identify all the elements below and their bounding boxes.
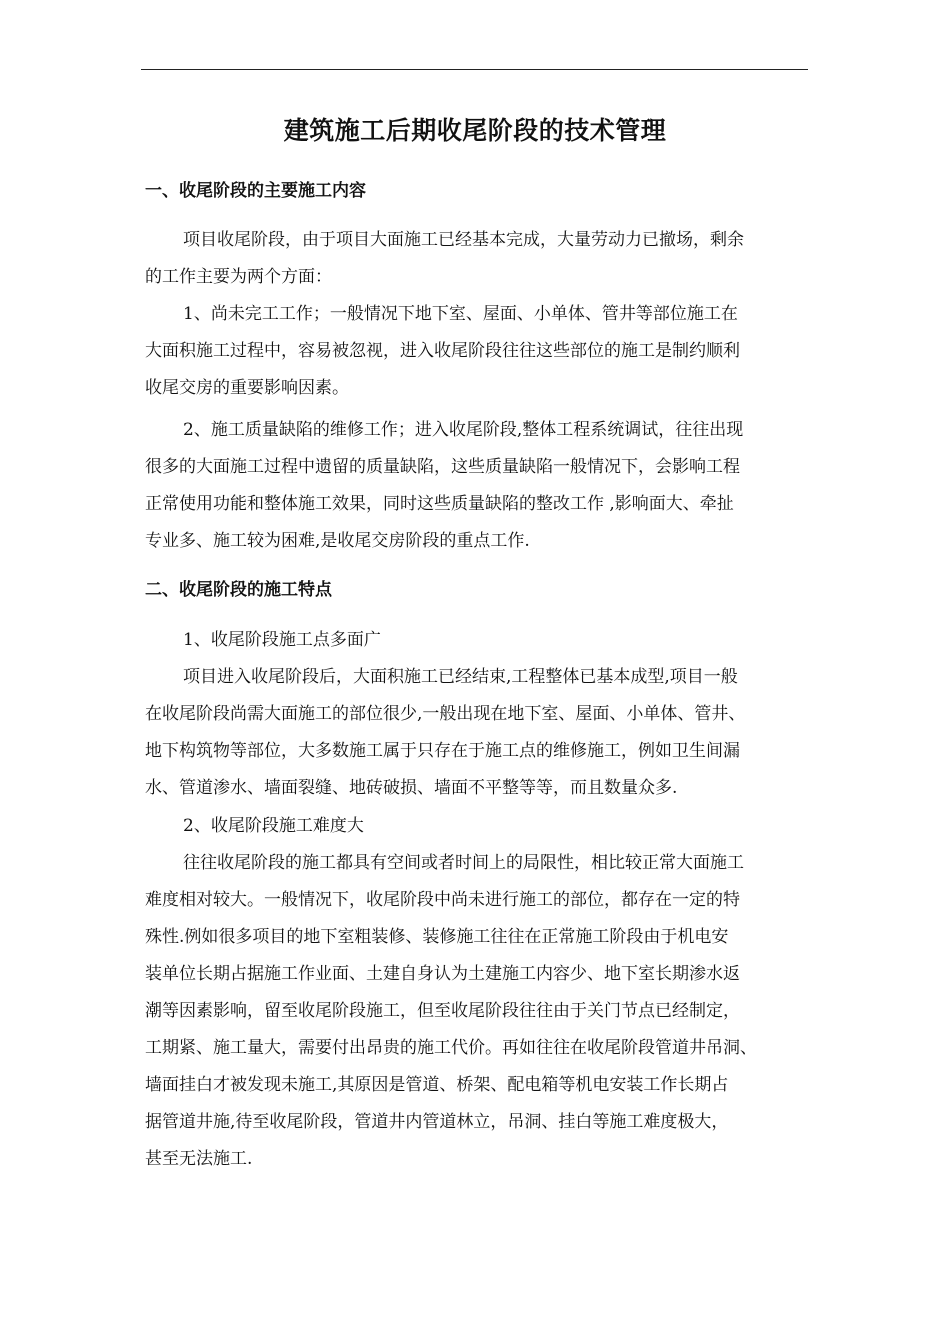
paragraph-line: 项目收尾阶段，由于项目大面施工已经基本完成，大量劳动力已撤场，剩余 [183,230,744,250]
paragraph-line: 很多的大面施工过程中遗留的质量缺陷，这些质量缺陷一般情况下，会影响工程 [145,457,740,477]
paragraph-line: 1、收尾阶段施工点多面广 [183,630,381,650]
paragraph-line: 往往收尾阶段的施工都具有空间或者时间上的局限性，相比较正常大面施工 [183,853,744,873]
paragraph-line: 专业多、施工较为困难,是收尾交房阶段的重点工作. [145,531,530,551]
paragraph-line: 2、收尾阶段施工难度大 [183,816,364,836]
document-title: 建筑施工后期收尾阶段的技术管理 [283,116,667,145]
section-heading-1: 一、收尾阶段的主要施工内容 [145,181,366,201]
paragraph-line: 墙面挂白才被发现未施工,其原因是管道、桥架、配电箱等机电安装工作长期占 [145,1075,729,1095]
paragraph-line: 据管道井施,待至收尾阶段，管道井内管道林立，吊洞、挂白等施工难度极大， [145,1112,729,1132]
paragraph-line: 装单位长期占据施工作业面、土建自身认为土建施工内容少、地下室长期渗水返 [145,964,740,984]
paragraph-line: 甚至无法施工. [145,1149,253,1169]
paragraph-line: 水、管道渗水、墙面裂缝、地砖破损、墙面不平整等等，而且数量众多. [145,778,678,798]
paragraph-line: 大面积施工过程中，容易被忽视，进入收尾阶段往往这些部位的施工是制约顺利 [145,341,740,361]
paragraph-line: 工期紧、施工量大，需要付出昂贵的施工代价。再如往往在收尾阶段管道井吊洞、 [145,1038,757,1058]
paragraph-line: 2、施工质量缺陷的维修工作；进入收尾阶段,整体工程系统调试，往往出现 [183,420,744,440]
paragraph-line: 地下构筑物等部位，大多数施工属于只存在于施工点的维修施工，例如卫生间漏 [145,741,740,761]
header-rule [141,69,808,70]
paragraph-line: 难度相对较大。一般情况下，收尾阶段中尚未进行施工的部位，都存在一定的特 [145,890,740,910]
paragraph-line: 项目进入收尾阶段后，大面积施工已经结束,工程整体已基本成型,项目一般 [183,667,738,687]
paragraph-line: 正常使用功能和整体施工效果，同时这些质量缺陷的整改工作 ,影响面大、牵扯 [145,494,734,514]
paragraph-line: 潮等因素影响，留至收尾阶段施工，但至收尾阶段往往由于关门节点已经制定， [145,1001,740,1021]
section-heading-2: 二、收尾阶段的施工特点 [145,580,332,600]
paragraph-line: 在收尾阶段尚需大面施工的部位很少,一般出现在地下室、屋面、小单体、管井、 [145,704,746,724]
paragraph-line: 1、尚未完工工作；一般情况下地下室、屋面、小单体、管井等部位施工在 [183,304,738,324]
paragraph-line: 殊性.例如很多项目的地下室粗装修、装修施工往往在正常施工阶段由于机电安 [145,927,729,947]
paragraph-line: 的工作主要为两个方面： [145,267,332,287]
paragraph-line: 收尾交房的重要影响因素。 [145,378,349,398]
